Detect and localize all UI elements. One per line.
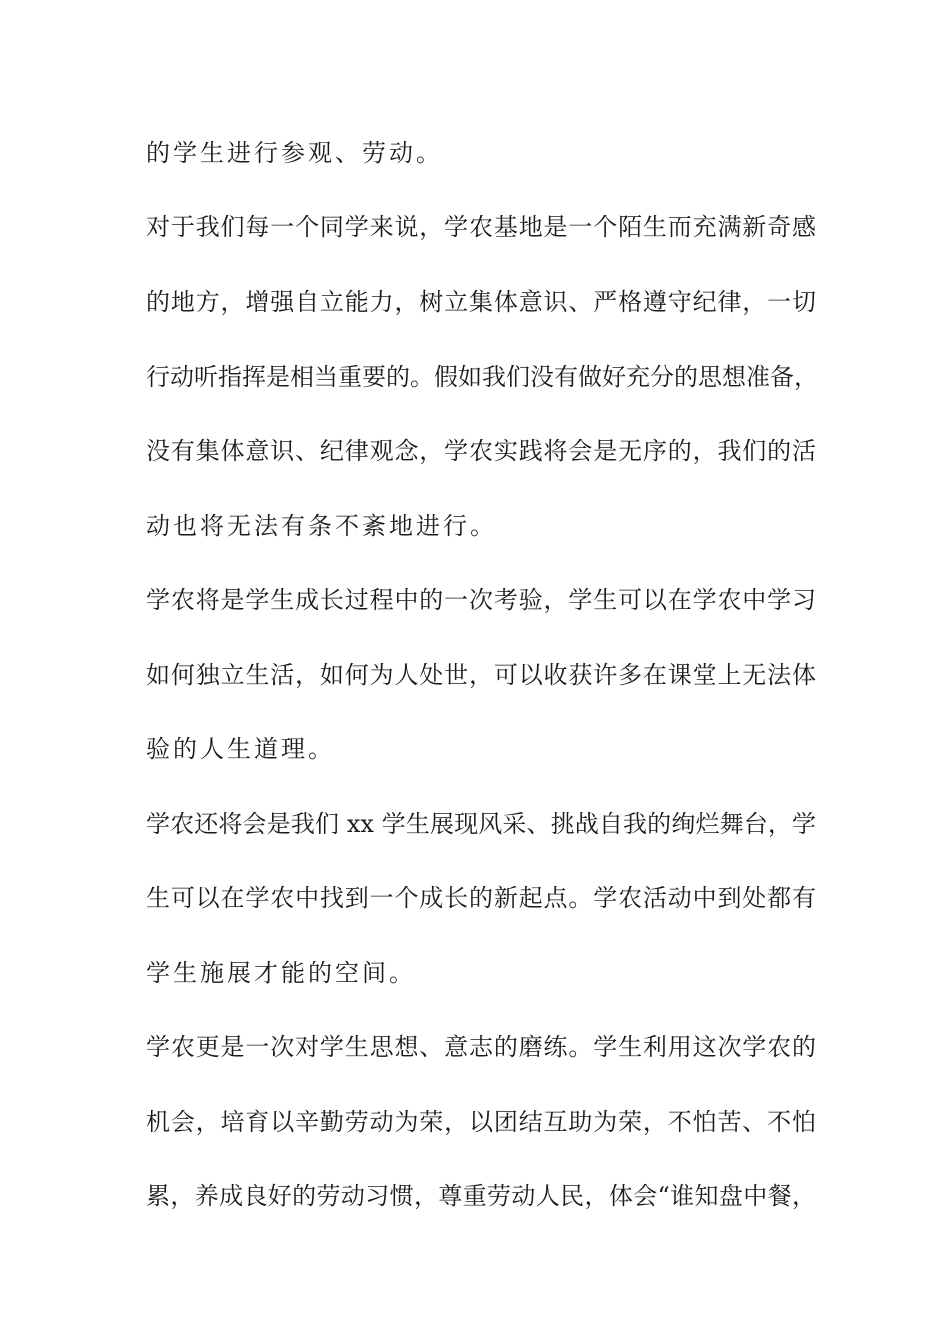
text-line: 的学生进行参观、劳动。 [146, 139, 443, 167]
text-line: 累，养成良好的劳动习惯，尊重劳动人民，体会“谁知盘中餐， [146, 1182, 816, 1210]
text-line: 没有集体意识、纪律观念，学农实践将会是无序的，我们的活 [146, 437, 816, 465]
text-line: 动也将无法有条不紊地进行。 [146, 512, 497, 540]
text-line: 学农更是一次对学生思想、意志的磨练。学生利用这次学农的 [146, 1033, 816, 1061]
text-line: 机会，培育以辛勤劳动为荣，以团结互助为荣，不怕苦、不怕 [146, 1108, 816, 1136]
text-line: 的地方，增强自立能力，树立集体意识、严格遵守纪律，一切 [146, 288, 816, 316]
text-line: 学农将是学生成长过程中的一次考验，学生可以在学农中学习 [146, 586, 816, 614]
text-line: 学农还将会是我们 xx 学生展现风采、挑战自我的绚烂舞台，学 [146, 810, 816, 838]
text-line: 学生施展才能的空间。 [146, 959, 416, 987]
text-line: 生可以在学农中找到一个成长的新起点。学农活动中到处都有 [146, 884, 816, 912]
text-line: 验的人生道理。 [146, 735, 335, 763]
text-line: 如何独立生活，如何为人处世，可以收获许多在课堂上无法体 [146, 661, 816, 689]
text-line: 行动听指挥是相当重要的。假如我们没有做好充分的思想准备， [146, 363, 818, 391]
text-line: 对于我们每一个同学来说，学农基地是一个陌生而充满新奇感 [146, 213, 816, 241]
